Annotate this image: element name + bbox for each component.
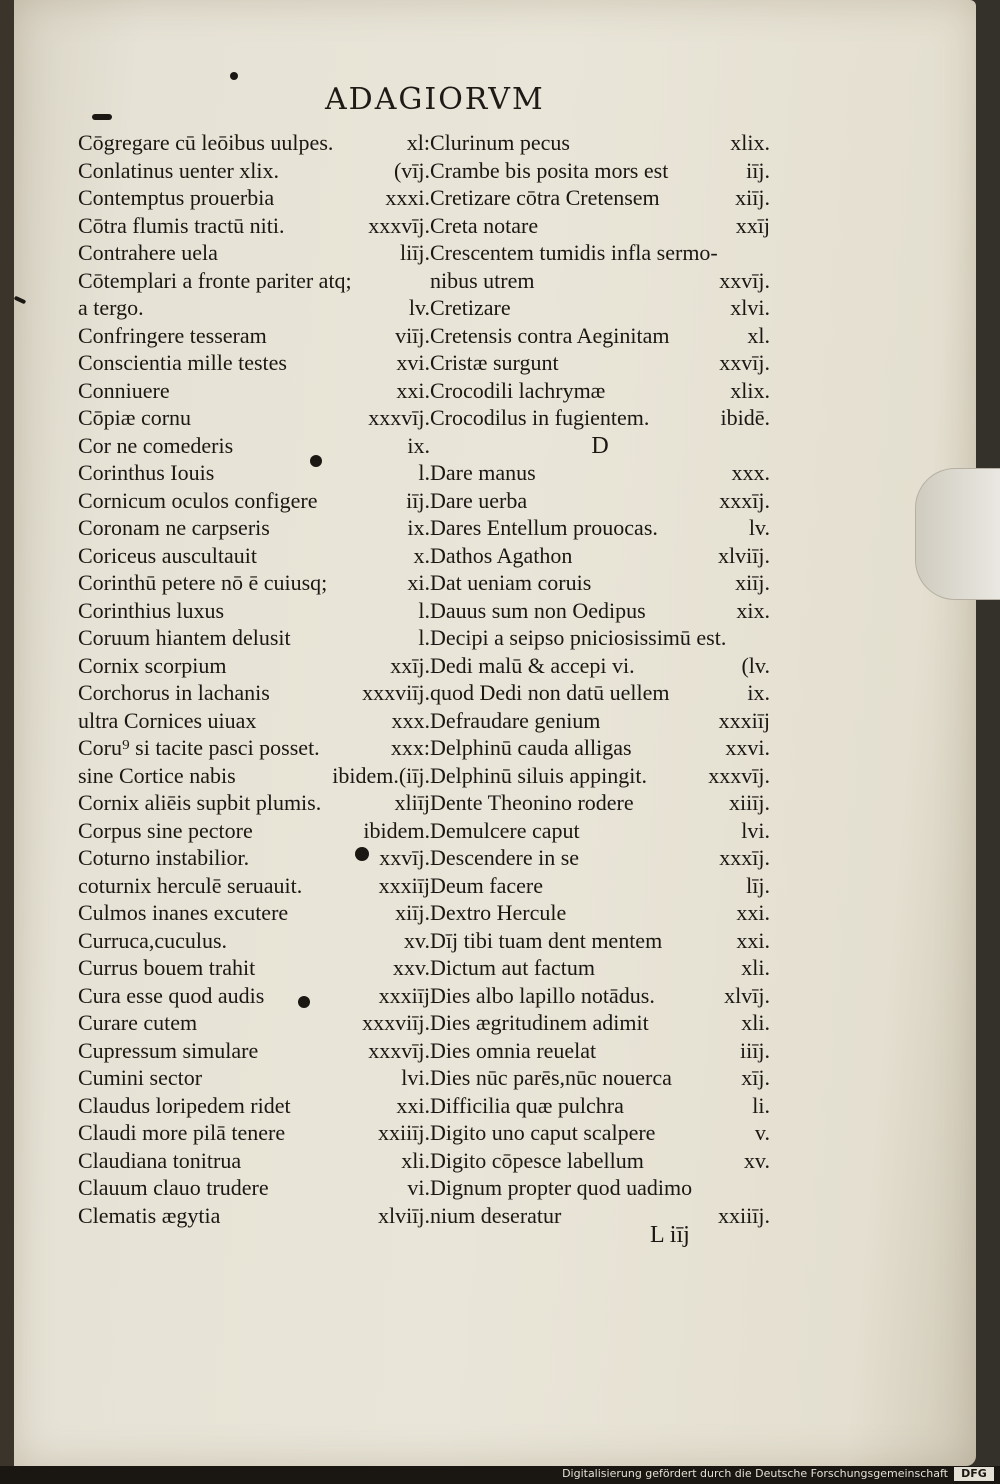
entry-text: Dedi malū & accepi vi. bbox=[430, 652, 635, 678]
entry-text: Clurinum pecus bbox=[430, 130, 570, 155]
entry-ref: xxiiīj. bbox=[378, 1120, 430, 1145]
entry-ref: xlvi. bbox=[730, 295, 770, 320]
index-entry bbox=[430, 1063, 770, 1091]
index-entry bbox=[78, 1063, 430, 1091]
entry-ref: xiīj. bbox=[735, 570, 770, 595]
entry-text: Dies nūc parēs,nūc nouerca bbox=[430, 1065, 672, 1090]
index-entry bbox=[430, 431, 770, 459]
index-entry bbox=[430, 761, 770, 789]
entry-text: Corinthus Iouis bbox=[78, 460, 215, 485]
entry-text: Dies albo lapillo notādus. bbox=[430, 982, 655, 1008]
entry-ref: xxi. bbox=[396, 377, 430, 403]
entry-ref: xliīj bbox=[394, 790, 430, 815]
dfg-logo: DFG bbox=[954, 1467, 994, 1481]
entry-ref: li. bbox=[752, 1092, 770, 1118]
entry-text: Deum facere bbox=[430, 872, 543, 898]
entry-ref: xxi. bbox=[396, 1092, 430, 1118]
entry-text: Cura esse quod audis bbox=[78, 982, 265, 1008]
index-entry bbox=[78, 541, 430, 569]
entry-ref: ix. bbox=[747, 680, 770, 705]
entry-text: Culmos inanes excutere bbox=[78, 900, 289, 925]
entry-ref: l. bbox=[418, 625, 430, 650]
entry-text: Descendere in se bbox=[430, 845, 580, 870]
index-entry bbox=[430, 293, 770, 321]
index-entry bbox=[430, 1008, 770, 1036]
index-entry bbox=[430, 953, 770, 981]
entry-ref: xxxvīj. bbox=[708, 762, 770, 788]
entry-ref: xli. bbox=[401, 1147, 430, 1173]
entry-text: Curare cutem bbox=[78, 1010, 198, 1035]
entry-ref: x. bbox=[413, 542, 430, 568]
index-entry bbox=[78, 568, 430, 596]
index-entry bbox=[78, 238, 430, 266]
index-entry bbox=[430, 1036, 770, 1064]
entry-text: Difficilia quæ pulchra bbox=[430, 1092, 624, 1118]
entry-text: Defraudare genium bbox=[430, 707, 601, 733]
entry-ref: xlviīj. bbox=[378, 1202, 430, 1228]
entry-text: Dathos Agathon bbox=[430, 542, 573, 568]
entry-text: Coronam ne carpseris bbox=[78, 515, 270, 540]
entry-ref: līj. bbox=[746, 872, 770, 898]
index-entry bbox=[78, 981, 430, 1009]
entry-ref: l. bbox=[418, 460, 430, 485]
index-entry bbox=[78, 1118, 430, 1146]
index-entry bbox=[78, 266, 430, 294]
entry-text: ultra Cornices uiuax bbox=[78, 707, 257, 733]
index-column-left bbox=[78, 128, 430, 1228]
entry-ref: xxi. bbox=[736, 900, 770, 925]
entry-text: Cōtra flumis tractū niti. bbox=[78, 212, 285, 238]
entry-text: Decipi a seipso pniciosissimū est. bbox=[430, 625, 727, 650]
index-entry bbox=[430, 1091, 770, 1119]
entry-text: Currus bouem trahit bbox=[78, 955, 256, 980]
index-entry bbox=[430, 843, 770, 871]
entry-ref: xix. bbox=[736, 597, 770, 623]
entry-text: Conscientia mille testes bbox=[78, 350, 287, 375]
page-title: ADAGIORVM bbox=[325, 82, 545, 117]
index-entry bbox=[78, 816, 430, 844]
entry-text: Digito cōpesce labellum bbox=[430, 1147, 644, 1173]
entry-text: Dies ægritudinem adimit bbox=[430, 1010, 649, 1035]
index-entry bbox=[430, 788, 770, 816]
entry-text: Corchorus in lachanis bbox=[78, 680, 270, 705]
entry-ref: lvi. bbox=[401, 1065, 430, 1090]
index-entry bbox=[78, 1146, 430, 1174]
entry-ref: xxxiīj bbox=[378, 872, 430, 898]
index-entry bbox=[430, 486, 770, 514]
entry-text: Claudiana tonitrua bbox=[78, 1147, 242, 1173]
index-entry bbox=[430, 1201, 770, 1229]
entry-text: quod Dedi non datū uellem bbox=[430, 680, 670, 705]
index-entry bbox=[78, 788, 430, 816]
entry-text: Corinthū petere nō ē cuiusq; bbox=[78, 570, 328, 595]
index-entry bbox=[78, 1173, 430, 1201]
index-entry bbox=[78, 321, 430, 349]
index-entry bbox=[78, 513, 430, 541]
index-entry bbox=[78, 293, 430, 321]
entry-ref: lv. bbox=[748, 515, 770, 540]
entry-ref: xlix. bbox=[730, 130, 770, 155]
entry-ref: xlviīj. bbox=[718, 542, 770, 568]
entry-text: Cretizare bbox=[430, 295, 511, 320]
index-entry bbox=[78, 486, 430, 514]
ink-spot bbox=[92, 114, 112, 120]
entry-text: Dente Theonino rodere bbox=[430, 790, 634, 815]
index-entry bbox=[78, 211, 430, 239]
index-entry bbox=[430, 1118, 770, 1146]
entry-ref: xli. bbox=[741, 1010, 770, 1035]
entry-ref: xxx: bbox=[390, 735, 430, 760]
entry-ref: xv. bbox=[403, 927, 430, 953]
entry-text: Cristæ surgunt bbox=[430, 350, 559, 375]
index-entry bbox=[430, 733, 770, 761]
signature-mark: L iīj bbox=[650, 1222, 690, 1248]
index-entry bbox=[430, 128, 770, 156]
index-entry bbox=[78, 761, 430, 789]
index-entry bbox=[430, 348, 770, 376]
entry-ref: xli. bbox=[741, 955, 770, 980]
entry-text: Contemptus prouerbia bbox=[78, 185, 275, 210]
entry-text: Dignum propter quod uadimo bbox=[430, 1175, 693, 1200]
entry-text: coturnix herculē seruauit. bbox=[78, 872, 303, 898]
entry-text: D bbox=[591, 432, 609, 459]
entry-ref: xxx. bbox=[731, 460, 770, 485]
index-entry bbox=[430, 266, 770, 294]
entry-ref: xxx. bbox=[391, 707, 430, 733]
entry-ref: xxīj bbox=[735, 212, 770, 238]
entry-ref: ibidē. bbox=[720, 405, 770, 430]
entry-text: Coruum hiantem delusit bbox=[78, 625, 291, 650]
entry-ref: xxv. bbox=[392, 955, 430, 980]
entry-text: Cretizare cōtra Cretensem bbox=[430, 185, 660, 210]
entry-ref: v. bbox=[754, 1120, 770, 1145]
index-entry bbox=[430, 623, 770, 651]
entry-text: Cornix scorpium bbox=[78, 652, 227, 678]
index-entry bbox=[78, 651, 430, 679]
entry-text: Claudi more pilā tenere bbox=[78, 1120, 286, 1145]
entry-text: Dauus sum non Oedipus bbox=[430, 597, 646, 623]
entry-text: Conlatinus uenter xlix. bbox=[78, 157, 280, 183]
entry-text: Dies omnia reuelat bbox=[430, 1037, 597, 1063]
entry-text: Cornix aliēis supbit plumis. bbox=[78, 790, 322, 815]
index-entry bbox=[78, 458, 430, 486]
index-entry bbox=[78, 706, 430, 734]
entry-ref: xxxvīj. bbox=[368, 212, 430, 238]
entry-text: Corinthius luxus bbox=[78, 597, 225, 623]
index-entry bbox=[78, 156, 430, 184]
entry-text: Dextro Hercule bbox=[430, 900, 567, 925]
entry-ref: xvi. bbox=[396, 350, 430, 375]
index-entry bbox=[78, 898, 430, 926]
entry-text: Crocodilus in fugientem. bbox=[430, 405, 650, 430]
entry-ref: ibidem. bbox=[363, 817, 430, 843]
entry-text: Cor ne comederis bbox=[78, 432, 234, 458]
entry-ref: xlix. bbox=[730, 377, 770, 403]
entry-ref: liīj. bbox=[400, 240, 430, 265]
index-entry bbox=[78, 1091, 430, 1119]
entry-ref: xiiīj. bbox=[729, 790, 770, 815]
page-clip bbox=[915, 468, 1000, 600]
entry-ref: xīj. bbox=[741, 1065, 770, 1090]
index-entry bbox=[430, 926, 770, 954]
entry-ref: xl. bbox=[747, 322, 770, 348]
index-entry bbox=[430, 458, 770, 486]
entry-ref: xxxiīj bbox=[718, 707, 770, 733]
entry-text: Claudus loripedem ridet bbox=[78, 1092, 291, 1118]
entry-text: Cornicum oculos configere bbox=[78, 487, 318, 513]
entry-text: Crambe bis posita mors est bbox=[430, 157, 669, 183]
entry-ref: lvi. bbox=[741, 817, 770, 843]
entry-ref: viīj. bbox=[395, 322, 430, 348]
entry-text: Clematis ægytia bbox=[78, 1202, 221, 1228]
entry-text: Dare manus bbox=[430, 460, 536, 485]
index-entry bbox=[78, 128, 430, 156]
index-entry bbox=[430, 981, 770, 1009]
entry-text: Dat ueniam coruis bbox=[430, 570, 592, 595]
entry-text: Contrahere uela bbox=[78, 240, 218, 265]
entry-text: Crescentem tumidis infla sermo- bbox=[430, 240, 718, 265]
index-column-right bbox=[430, 128, 770, 1228]
entry-text: Cōgregare cū leōibus uulpes. bbox=[78, 130, 334, 155]
index-entry bbox=[78, 926, 430, 954]
entry-text: Cōpiæ cornu bbox=[78, 405, 192, 430]
index-entry bbox=[78, 596, 430, 624]
entry-ref: ibidem.(iīj. bbox=[332, 762, 430, 788]
index-entry bbox=[430, 1173, 770, 1201]
entry-ref: xxxviīj. bbox=[362, 1010, 430, 1035]
index-entry bbox=[78, 953, 430, 981]
entry-text: sine Cortice nabis bbox=[78, 762, 236, 788]
index-entry bbox=[430, 596, 770, 624]
footer-credit: Digitalisierung gefördert durch die Deutsche Forschungsgemeinschaft bbox=[562, 1467, 948, 1480]
entry-ref: lv. bbox=[408, 295, 430, 320]
ink-spot bbox=[230, 72, 238, 80]
index-entry bbox=[430, 706, 770, 734]
entry-ref: xi. bbox=[407, 570, 430, 595]
entry-ref: xlvīj. bbox=[724, 982, 770, 1008]
index-entry bbox=[78, 403, 430, 431]
entry-ref: xxiiīj. bbox=[718, 1202, 770, 1228]
entry-ref: xxxviīj. bbox=[362, 680, 430, 705]
entry-text: Coriceus auscultauit bbox=[78, 542, 258, 568]
entry-ref: xxīj. bbox=[390, 652, 430, 678]
entry-text: Clauum clauo trudere bbox=[78, 1175, 269, 1200]
entry-ref: xv. bbox=[743, 1147, 770, 1173]
entry-text: Delphinū siluis appingit. bbox=[430, 762, 647, 788]
entry-text: Coturno instabilior. bbox=[78, 845, 250, 870]
index-entry bbox=[430, 871, 770, 899]
index-entry bbox=[430, 816, 770, 844]
index-entry bbox=[430, 376, 770, 404]
entry-ref: xxvi. bbox=[725, 735, 770, 760]
index-entry bbox=[430, 541, 770, 569]
entry-ref: xxxvīj. bbox=[368, 1037, 430, 1063]
entry-ref: xl: bbox=[406, 130, 430, 155]
entry-text: Cumini sector bbox=[78, 1065, 203, 1090]
entry-ref: xxvīj. bbox=[719, 350, 770, 375]
index-entry bbox=[78, 871, 430, 899]
entry-ref: ix. bbox=[407, 515, 430, 540]
index-entry bbox=[78, 1036, 430, 1064]
entry-ref: ix. bbox=[407, 432, 430, 458]
index-entry bbox=[78, 1201, 430, 1229]
index-entry bbox=[430, 651, 770, 679]
entry-text: Creta notare bbox=[430, 212, 539, 238]
entry-ref: xiīj. bbox=[735, 185, 770, 210]
index-entry bbox=[78, 183, 430, 211]
entry-ref: (vīj. bbox=[393, 157, 430, 183]
index-entry bbox=[430, 238, 770, 266]
entry-text: Delphinū cauda alligas bbox=[430, 735, 632, 760]
index-entry bbox=[78, 623, 430, 651]
index-entry bbox=[430, 898, 770, 926]
entry-ref: l. bbox=[418, 597, 430, 623]
index-entry bbox=[430, 183, 770, 211]
entry-text: Confringere tesseram bbox=[78, 322, 267, 348]
entry-text: Dare uerba bbox=[430, 487, 528, 513]
entry-ref: vi. bbox=[407, 1175, 430, 1200]
entry-text: Crocodili lachrymæ bbox=[430, 377, 606, 403]
entry-ref: xxxi. bbox=[385, 185, 430, 210]
entry-text: Cōtemplari a fronte pariter atq; bbox=[78, 267, 352, 293]
index-entry bbox=[78, 376, 430, 404]
index-entry bbox=[78, 843, 430, 871]
entry-ref: xxxīj. bbox=[719, 487, 770, 513]
index-entry bbox=[78, 1008, 430, 1036]
index-entry bbox=[430, 403, 770, 431]
index-entry bbox=[430, 156, 770, 184]
entry-text: a tergo. bbox=[78, 295, 144, 320]
index-entry bbox=[78, 678, 430, 706]
index-entry bbox=[78, 431, 430, 459]
entry-ref: xxxiīj bbox=[378, 982, 430, 1008]
entry-text: Coru⁹ si tacite pasci posset. bbox=[78, 735, 320, 760]
entry-text: Curruca,cuculus. bbox=[78, 927, 228, 953]
index-entry bbox=[430, 211, 770, 239]
entry-ref: xiīj. bbox=[395, 900, 430, 925]
entry-text: nibus utrem bbox=[430, 267, 535, 293]
entry-ref: iīj. bbox=[406, 487, 430, 513]
entry-ref: xxvīj. bbox=[379, 845, 430, 870]
index-entry bbox=[78, 733, 430, 761]
entry-text: Cupressum simulare bbox=[78, 1037, 259, 1063]
entry-text: Dictum aut factum bbox=[430, 955, 595, 980]
entry-ref: iiīj. bbox=[740, 1037, 770, 1063]
entry-ref: (lv. bbox=[741, 652, 770, 678]
index-entry bbox=[430, 513, 770, 541]
entry-ref: xxi. bbox=[736, 927, 770, 953]
entry-ref: xxvīj. bbox=[719, 267, 770, 293]
entry-text: nium deseratur bbox=[430, 1202, 562, 1228]
entry-ref: xxxīj. bbox=[719, 845, 770, 870]
index-entry bbox=[430, 678, 770, 706]
entry-text: Conniuere bbox=[78, 377, 170, 403]
entry-ref: iīj. bbox=[746, 157, 770, 183]
entry-text: Dares Entellum prouocas. bbox=[430, 515, 658, 540]
index-entry bbox=[78, 348, 430, 376]
entry-text: Digito uno caput scalpere bbox=[430, 1120, 656, 1145]
entry-ref: xxxvīj. bbox=[368, 405, 430, 430]
entry-text: Cretensis contra Aeginitam bbox=[430, 322, 670, 348]
entry-text: Dīj tibi tuam dent mentem bbox=[430, 927, 663, 953]
index-entry bbox=[430, 568, 770, 596]
index-entry bbox=[430, 1146, 770, 1174]
index-entry bbox=[430, 321, 770, 349]
entry-text: Corpus sine pectore bbox=[78, 817, 253, 843]
entry-text: Demulcere caput bbox=[430, 817, 580, 843]
